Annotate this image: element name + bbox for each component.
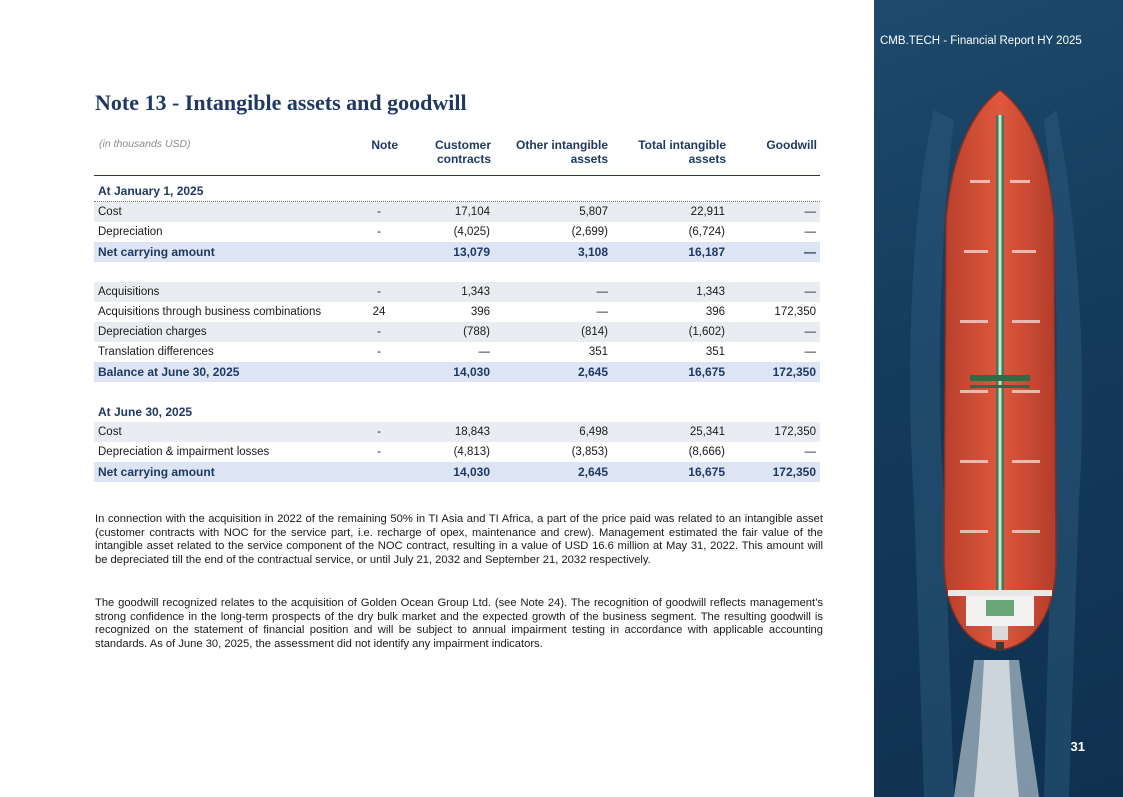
- cell-other-intangible: 5,807: [579, 206, 608, 218]
- col-header-customer-contracts: [400, 138, 491, 166]
- row-label: Net carrying amount: [98, 465, 215, 479]
- paragraph-acquisition: In connection with the acquisition in 2022 of the remaining 50% in TI Asia and TI Africa, a part of the price paid was related to an intangible asset (customer contracts with NOC for the service part, i.e. recharge of opex, maintenance and crew). Management estimated the fair value of the intangible asset related to the service component of the NOC contract, resulting in a value of USD 16.6 million at May 31, 2022. This amount will be depreciated till the end of the contractual service, or until July 21, 2032 and September 21, 2032 respectively.: [95, 513, 823, 566]
- cell-goodwill: —: [804, 346, 816, 358]
- cell-customer-contracts: 14,030: [453, 465, 490, 479]
- cell-note: -: [377, 226, 381, 238]
- table-row: [94, 422, 820, 442]
- cell-goodwill: 172,350: [772, 465, 816, 479]
- cell-other-intangible: (3,853): [571, 446, 608, 458]
- cell-customer-contracts: 17,104: [454, 206, 490, 218]
- cell-goodwill: —: [804, 245, 816, 259]
- cover-image-panel: [874, 0, 1123, 797]
- cell-total-intangible: 25,341: [689, 426, 725, 438]
- paragraph-goodwill: The goodwill recognized relates to the acquisition of Golden Ocean Group Ltd. (see Note 24). The recognition of goodwill reflects management’s strong confidence in the long-term prospects of the dry bulk market and the expected growth of the business segment. The resulting goodwill is recognized on the statement of financial position and will be subject to annual impairment testing in accordance with applicable accounting standards. As of June 30, 2025, the assessment did not identify any impairment indicators.: [95, 597, 823, 650]
- row-label: At January 1, 2025: [98, 184, 204, 198]
- row-label: Acquisitions through business combinations: [98, 306, 322, 318]
- row-label: Cost: [98, 426, 122, 438]
- cell-other-intangible: 6,498: [579, 426, 608, 438]
- cell-goodwill: —: [804, 446, 816, 458]
- cell-customer-contracts: (4,025): [453, 226, 490, 238]
- cell-total-intangible: 16,187: [688, 245, 725, 259]
- table-section-header: [94, 402, 820, 423]
- table-row: [94, 222, 820, 242]
- col-header-customer-contracts-line1: Customer: [434, 138, 491, 152]
- table-row: [94, 462, 820, 482]
- col-header-customer-contracts-line2: contracts: [436, 152, 491, 166]
- col-header-total-intangible-line2: assets: [688, 152, 726, 166]
- cell-other-intangible: —: [596, 286, 608, 298]
- unit-note: (in thousands USD): [99, 138, 191, 150]
- row-label: Depreciation charges: [98, 326, 207, 338]
- row-label: Balance at June 30, 2025: [98, 365, 240, 379]
- cell-note: -: [377, 426, 381, 438]
- row-label: Depreciation & impairment losses: [98, 446, 270, 458]
- cell-other-intangible: 2,645: [577, 465, 608, 479]
- cell-note: -: [377, 446, 381, 458]
- cell-total-intangible: (8,666): [688, 446, 725, 458]
- cell-customer-contracts: (788): [463, 326, 490, 338]
- col-header-other-intangible-line1: Other intangible: [515, 138, 608, 152]
- table-row: [94, 342, 820, 362]
- row-label: Cost: [98, 206, 122, 218]
- table-row: [94, 242, 820, 262]
- table-row: [94, 442, 820, 462]
- cell-other-intangible: 351: [588, 346, 608, 358]
- cell-other-intangible: 3,108: [577, 245, 608, 259]
- report-header: CMB.TECH - Financial Report HY 2025: [880, 35, 1082, 47]
- cell-other-intangible: (2,699): [571, 226, 608, 238]
- table-row: [94, 282, 820, 302]
- cell-total-intangible: (1,602): [688, 326, 725, 338]
- cell-other-intangible: —: [596, 306, 608, 318]
- table-row: [94, 302, 820, 322]
- cell-customer-contracts: 396: [470, 306, 490, 318]
- table-row: [94, 362, 820, 382]
- row-label: Translation differences: [98, 346, 214, 358]
- cell-total-intangible: 1,343: [696, 286, 725, 298]
- cell-total-intangible: 16,675: [688, 365, 725, 379]
- col-header-total-intangible-line1: Total intangible: [638, 138, 726, 152]
- cell-goodwill: —: [804, 226, 816, 238]
- cell-other-intangible: 2,645: [577, 365, 608, 379]
- cell-total-intangible: 22,911: [690, 206, 725, 218]
- cell-goodwill: 172,350: [772, 365, 816, 379]
- cell-note: -: [377, 326, 381, 338]
- cell-customer-contracts: 1,343: [461, 286, 490, 298]
- cell-goodwill: —: [804, 326, 816, 338]
- row-label: Acquisitions: [98, 286, 160, 298]
- cell-customer-contracts: 13,079: [453, 245, 490, 259]
- cell-customer-contracts: (4,813): [453, 446, 490, 458]
- cell-goodwill: —: [804, 286, 816, 298]
- cell-customer-contracts: —: [478, 346, 490, 358]
- cell-goodwill: 172,350: [774, 426, 816, 438]
- cell-note: 24: [372, 306, 386, 318]
- col-header-total-intangible: [612, 138, 726, 166]
- table-row: [94, 202, 820, 222]
- col-header-goodwill: Goodwill: [766, 138, 817, 152]
- cell-goodwill: —: [804, 206, 816, 218]
- cell-other-intangible: (814): [581, 326, 608, 338]
- row-label: At June 30, 2025: [98, 405, 193, 419]
- tanker-ship-image: [874, 0, 1123, 797]
- cell-customer-contracts: 14,030: [453, 365, 490, 379]
- cell-total-intangible: (6,724): [688, 226, 725, 238]
- header-divider: [94, 175, 820, 176]
- cell-customer-contracts: 18,843: [454, 426, 490, 438]
- table-row: [94, 322, 820, 342]
- row-label: Net carrying amount: [98, 245, 215, 259]
- row-label: Depreciation: [98, 226, 163, 238]
- cell-goodwill: 172,350: [774, 306, 816, 318]
- table-section-header: [94, 181, 820, 202]
- cell-total-intangible: 396: [705, 306, 725, 318]
- col-header-other-intangible-line2: assets: [570, 152, 608, 166]
- cell-total-intangible: 16,675: [688, 465, 725, 479]
- cell-note: -: [377, 286, 381, 298]
- cell-total-intangible: 351: [705, 346, 725, 358]
- cell-note: -: [377, 346, 381, 358]
- col-header-note: Note: [371, 138, 398, 152]
- col-header-other-intangible: [496, 138, 608, 166]
- page-title: Note 13 - Intangible assets and goodwill: [95, 90, 467, 115]
- page-number: 31: [1070, 739, 1085, 754]
- cell-note: -: [377, 206, 381, 218]
